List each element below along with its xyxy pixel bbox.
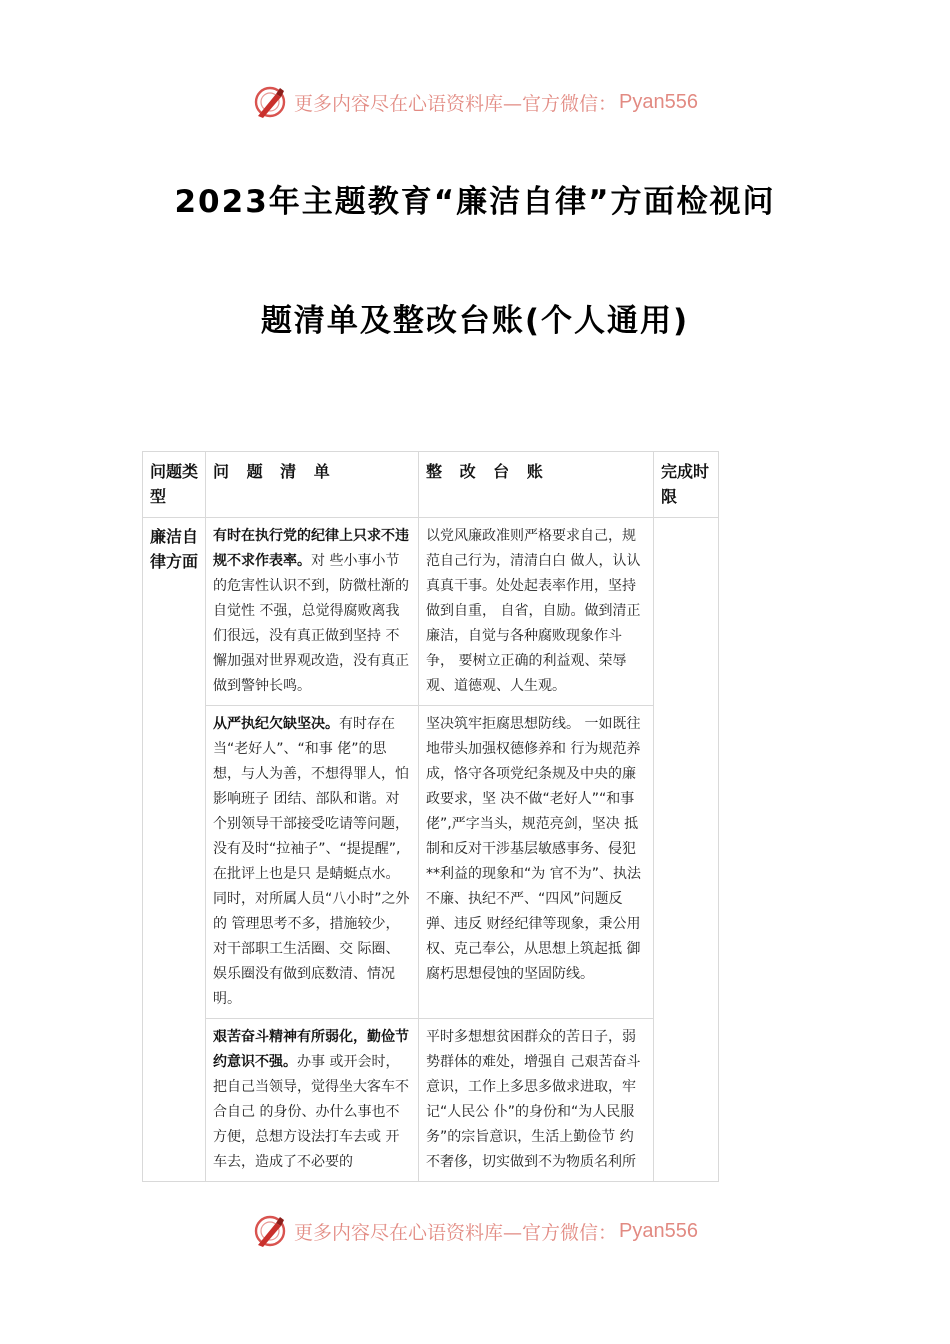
document-title-line-1: 2023年主题教育“廉洁自律”方面检视问 xyxy=(174,184,776,220)
issue-lead: 从严执纪欠缺坚决。 xyxy=(213,716,339,732)
rectification-table xyxy=(142,451,719,1182)
pen-logo-icon xyxy=(252,84,288,120)
watermark-footer xyxy=(0,1211,950,1251)
header-rectification-ledger: 整 改 台 账 xyxy=(419,452,654,518)
table-row xyxy=(143,518,719,706)
issue-body: 对 些小事小节的危害性认识不到，防微杜渐的自觉性 不强，总觉得腐败离我们很远，没有真正做到坚持 不懈加强对世界观改造，没有真正做到警钟长鸣。 xyxy=(213,553,409,694)
issue-body: 有时存在当“老好人”、“和事 佬”的思想，与人为善，不想得罪人，怕影响班子 团结、部队和谐。对个别领导干部接受吃请等问题，没有及时“拉袖子”、“提提醒”,在批评上也是只 是蜻蜓点水。同时，对所属人员“八小时”之外的 管理思考不多，措施较少，对干部职工生活圈、交 际圈、娱乐圈没有做到底数清、情况明。 xyxy=(213,716,410,1007)
document-title-line-2: 题清单及整改台账(个人通用) xyxy=(260,303,690,339)
issue-lead: 有时在执行党的纪律上只求不违规不求作表率。 xyxy=(213,528,409,569)
rectification-text: 平时多想想贫困群众的苦日子，弱势群体的难处，增强自 己艰苦奋斗意识，工作上多思多做求进取，牢记“人民公 仆”的身份和“为人民服务”的宗旨意识，生活上勤俭节 约不奢侈，切实做到不为物质名利所 xyxy=(426,1029,641,1170)
watermark-wechat-id: Pyan556 xyxy=(619,1219,698,1242)
watermark-text: 更多内容尽在心语资料库—官方微信： xyxy=(294,92,618,115)
table-header-row xyxy=(143,452,719,518)
issue-body: 办事 或开会时，把自己当领导，觉得坐大客车不合自己 的身份、办什么事也不方便，总想方设法打车去或 开车去，造成了不必要的 xyxy=(213,1054,409,1170)
watermark-wechat-id: Pyan556 xyxy=(619,90,698,113)
watermark-header xyxy=(0,82,950,122)
deadline-cell xyxy=(654,518,719,1182)
rectification-cell: 坚决筑牢拒腐思想防线。 一如既往地带头加强权德修养和 行为规范养成，恪守各项党纪条规及中央的廉政要求，坚 决不做“老好人”“和事佬”,严字当头，规范亮剑，坚决 抵制和反对干涉基层敏感事务、侵犯**利益的现象和“为 官不为”、执法不廉、执纪不严、“四风”问题反弹、违反 财经纪律等现象，秉公用权、克己奉公，从思想上筑起抵 御腐朽思想侵蚀的坚固防线。 xyxy=(419,706,654,1019)
table-row xyxy=(143,1019,719,1182)
table-row xyxy=(143,706,719,1019)
issue-cell xyxy=(206,1019,419,1182)
issue-cell xyxy=(206,518,419,706)
pen-logo-icon xyxy=(252,1213,288,1249)
issue-lead: 艰苦奋斗精神有所弱化，勤俭节约意识不强。 xyxy=(213,1029,409,1070)
problem-category: 廉洁自律方面 xyxy=(143,518,206,1182)
header-deadline: 完成时限 xyxy=(654,452,719,518)
header-problem-list: 问 题 清 单 xyxy=(206,452,419,518)
rectification-cell: 以党风廉政准则严格要求自己，规范自己行为，清清白白 做人，认认真真干事。处处起表率作用，坚持做到自重， 自省，自励。做到清正廉洁，自觉与各种腐败现象作斗争， 要树立正确的利益观、荣辱观、道德观、人生观。 xyxy=(419,518,654,706)
rectification-cell xyxy=(419,1019,654,1182)
watermark-text: 更多内容尽在心语资料库—官方微信： xyxy=(294,1221,618,1244)
issue-cell xyxy=(206,706,419,1019)
header-problem-type: 问题类型 xyxy=(143,452,206,518)
